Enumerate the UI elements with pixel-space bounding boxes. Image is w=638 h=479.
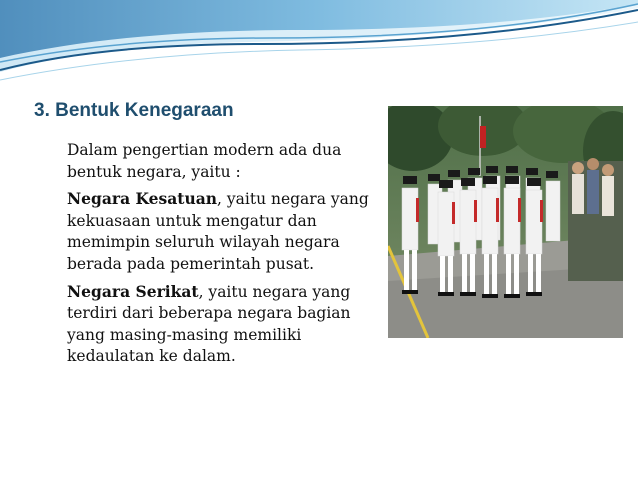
list-item-negara-kesatuan xyxy=(67,188,377,275)
ceremony-photo xyxy=(388,106,623,338)
list-item-negara-serikat xyxy=(67,281,377,368)
term-negara-serikat: Negara Serikat xyxy=(67,281,199,301)
slide-title: 3. Bentuk Kenegaraan xyxy=(34,100,234,121)
desc-negara-kesatuan: , yaitu negara yang kekuasaan untuk mengatur dan memimpin seluruh wilayah negara berada pada pemerintah pusat. xyxy=(67,190,369,273)
desc-negara-serikat: , yaitu negara yang terdiri dari beberapa negara bagian yang masing-masing memiliki kedaulatan ke dalam. xyxy=(67,282,351,366)
header-wave-decoration xyxy=(0,0,638,100)
intro-paragraph: Dalam pengertian modern ada dua bentuk negara, yaitu : xyxy=(67,141,342,181)
term-negara-kesatuan: Negara Kesatuan xyxy=(67,189,218,209)
slide-body xyxy=(67,140,377,373)
